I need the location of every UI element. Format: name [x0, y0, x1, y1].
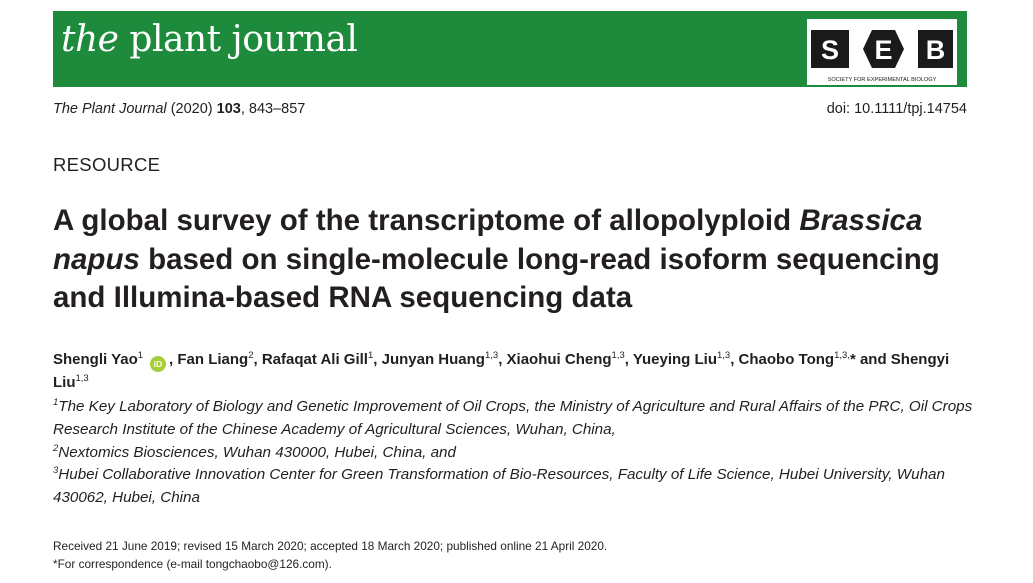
article-type: RESOURCE: [53, 154, 161, 175]
citation-line: The Plant Journal (2020) 103, 843–857: [53, 101, 306, 117]
author-name: Shengli Yao: [53, 351, 138, 368]
author-name: , Junyan Huang: [373, 351, 485, 368]
affiliation: $^2$Nextomics Biosciences, Wuhan 430000, Hubei, China, and: [53, 442, 456, 461]
author-list: Shengli Yao$^1$iD , Fan Liang$^2$, Rafaqat Ali Gill$^1$, Junyan Huang$^{1,3}$, Xiaohui Cheng$^{1,3}$, Yueying Liu$^{1,3}$, Chaobo Tong$^{1,3,}$* and Shengyi Liu$^{1,3}$: [53, 350, 950, 391]
seb-society-name: SOCIETY FOR EXPERIMENTAL BIOLOGY: [827, 77, 937, 83]
author-name: , Yueying Liu: [624, 351, 717, 368]
journal-banner: [53, 11, 967, 87]
article-dates: [53, 538, 607, 573]
affiliation: $^1$The Key Laboratory of Biology and Genetic Improvement of Oil Crops, the Ministry of Agriculture and Rural Affairs of the PRC, Oil Crops Research Institute of the Chinese Academy of Agricultural Sciences, Wuhan, China,: [53, 397, 973, 438]
seb-logo: [807, 19, 957, 85]
doi[interactable]: doi: 10.1111/tpj.14754: [826, 101, 967, 117]
article-title: A global survey of the transcriptome of allopolyploid Brassica napus based on single-molecule long-read isoform sequencing and Illumina-based RNA sequencing data: [53, 204, 940, 314]
author-name: , Fan Liang: [169, 351, 249, 368]
author-name: * and Shengyi Liu: [53, 351, 950, 391]
author-name: , Xiaohui Cheng: [498, 351, 612, 368]
affiliation: $^3$Hubei Collaborative Innovation Center for Green Transformation of Bio-Resources, Faculty of Life Science, Hubei University, Wuhan 430062, Hubei, China: [53, 465, 945, 507]
history-dates: Received 21 June 2019; revised 15 March 2020; accepted 18 March 2020; published online 21 April 2020.: [53, 539, 608, 553]
author-name: , Rafaqat Ali Gill: [253, 351, 368, 368]
journal-logo: the plant journal: [61, 19, 358, 60]
affiliations: [53, 396, 983, 510]
correspondence: *For correspondence (e-mail tongchaobo@126.com).: [53, 556, 332, 571]
seb-letter-e: E: [874, 35, 893, 65]
seb-letter-b: B: [925, 35, 946, 65]
orcid-icon[interactable]: iD: [150, 356, 166, 372]
author-name: , Chaobo Tong: [730, 351, 835, 368]
seb-letter-s: S: [820, 35, 840, 65]
